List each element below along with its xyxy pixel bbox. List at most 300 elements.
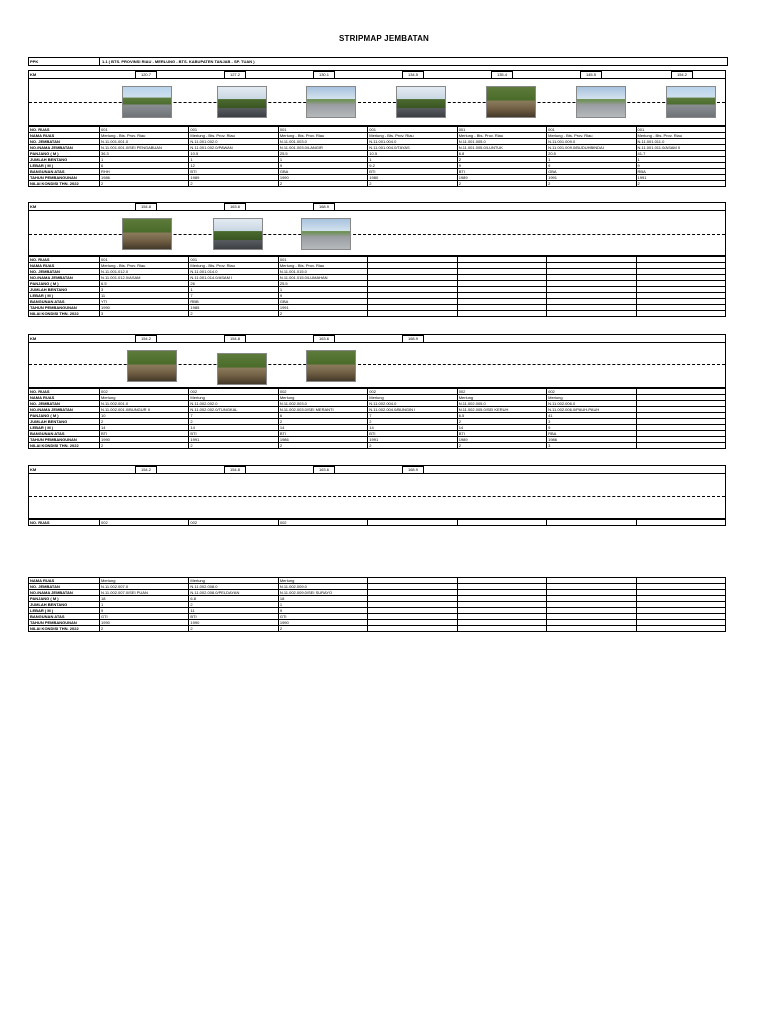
table-cell: 9 [278, 608, 367, 614]
row-label: PANJANG ( M ) [29, 151, 100, 157]
table-cell: Merlung - Bts. Prov. Riau [189, 133, 278, 139]
table-cell [457, 311, 546, 317]
table-cell: N.11.001.012.0 [100, 269, 189, 275]
table-cell: 2 [457, 157, 546, 163]
table-cell: N.11.002.003.0 [278, 401, 367, 407]
table-cell: 1980 [368, 175, 457, 181]
table-cell: 001 [278, 127, 367, 133]
table-cell: BTI [189, 169, 278, 175]
bridge-photo [301, 218, 351, 250]
table-cell: 002 [100, 389, 189, 395]
row-label: PANJANG ( M ) [29, 596, 100, 602]
table-cell: N.11.001.015.0 [278, 269, 367, 275]
table-cell: N.11.002.004.0 [368, 401, 457, 407]
table-cell [457, 626, 546, 632]
table-cell: Merlung [457, 395, 546, 401]
km-marker: 127.2 [224, 71, 246, 79]
table-row [29, 626, 726, 632]
row-label: NO. RUAS [29, 257, 100, 263]
section-2 [28, 202, 726, 317]
table-cell: N.11.002.006.0 [547, 401, 636, 407]
km-label: KM [30, 204, 37, 209]
table-cell: N.11.001.002.0/PAWAN [189, 145, 278, 151]
km-label: KM [30, 467, 37, 472]
table-cell: N.11.001.005.0 [457, 139, 546, 145]
row-label: JUMLAH BENTANG [29, 602, 100, 608]
table-cell: 9 [100, 608, 189, 614]
table-cell: 1990 [278, 175, 367, 181]
table-cell: 002 [189, 520, 278, 526]
table-cell: 2 [457, 181, 546, 187]
km-marker: 130.1 [313, 71, 335, 79]
table-cell: BTI [189, 431, 278, 437]
km-row [29, 71, 725, 79]
table-cell: 002 [547, 389, 636, 395]
bridge-photo [306, 86, 356, 118]
table-cell: Merlung - Bts. Prov. Riau [278, 263, 367, 269]
table-cell: 6.5 [100, 281, 189, 287]
row-label: PANJANG ( M ) [29, 281, 100, 287]
table-cell: 1990 [100, 305, 189, 311]
bridge-table-3 [28, 388, 726, 449]
table-cell: 20.5 [547, 151, 636, 157]
strip-map-4 [28, 465, 726, 519]
bridge-photo [217, 353, 267, 385]
table-cell: N.11.001.014.0/ASAM I [189, 275, 278, 281]
table-cell: 9.2 [368, 163, 457, 169]
table-cell: Merlung [278, 578, 367, 584]
table-cell: 2 [278, 419, 367, 425]
table-cell: 2 [100, 181, 189, 187]
table-cell: BTI [189, 614, 278, 620]
km-marker: 163.6 [313, 335, 335, 343]
road-line [29, 496, 725, 497]
table-cell: 2 [636, 181, 725, 187]
table-cell: 001 [547, 127, 636, 133]
table-cell [457, 520, 546, 526]
table-cell: 2 [189, 602, 278, 608]
table-cell: N.11.002.002.0/TUNGKAL [189, 407, 278, 413]
table-cell: Merlung [278, 395, 367, 401]
table-cell: 1989 [189, 175, 278, 181]
km-marker: 135.4 [491, 71, 513, 79]
table-cell: 1986 [100, 175, 189, 181]
table-cell: Merlung - Bts. Prov. Riau [457, 133, 546, 139]
table-cell: 3 [100, 287, 189, 293]
table-cell [368, 626, 457, 632]
table-cell [547, 520, 636, 526]
table-cell: 2 [189, 443, 278, 449]
bridge-table-2 [28, 256, 726, 317]
table-cell: Merlung - Bts. Prov. Riau [636, 133, 725, 139]
bridge-table-4 [28, 519, 726, 526]
table-cell: Merlung [100, 578, 189, 584]
table-cell: 002 [278, 389, 367, 395]
table-cell: Merlung - Bts. Prov. Riau [100, 133, 189, 139]
table-cell: Merlung [547, 395, 636, 401]
table-cell: 26 [189, 281, 278, 287]
table-cell: N.11.001.004.0 [368, 139, 457, 145]
bridge-photo [122, 218, 172, 250]
table-cell [368, 520, 457, 526]
table-cell: YTI [100, 299, 189, 305]
table-cell: 7 [189, 413, 278, 419]
table-cell [636, 520, 725, 526]
row-label: BANGUNAN ATAS [29, 299, 100, 305]
bridge-table-1 [28, 126, 726, 187]
table-cell: Merlung - Bts. Prov. Riau [100, 263, 189, 269]
table-cell: 1985 [189, 305, 278, 311]
table-cell: 2 [189, 311, 278, 317]
table-cell: 1991 [636, 175, 725, 181]
table-cell: BTI [457, 431, 546, 437]
table-cell: 14 [278, 425, 367, 431]
table-cell: 9 [278, 293, 367, 299]
table-cell: 1990 [189, 620, 278, 626]
row-label: NO. JEMBATAN [29, 269, 100, 275]
table-cell: 1991 [278, 305, 367, 311]
table-cell: 2 [368, 419, 457, 425]
bridge-photo [396, 86, 446, 118]
table-cell: 1989 [457, 175, 546, 181]
table-cell: 41 [547, 413, 636, 419]
row-label: NILAI KONDISI THN. 2022 [29, 181, 100, 187]
table-cell: 2 [100, 443, 189, 449]
table-cell: 14 [457, 425, 546, 431]
table-cell: 14 [189, 425, 278, 431]
row-label: NO. RUAS [29, 520, 100, 526]
row-label: NO. JEMBATAN [29, 401, 100, 407]
table-cell: N.11.002.005.0/SEI KERUH [457, 407, 546, 413]
table-cell: 1 [278, 157, 367, 163]
km-marker: 145.5 [580, 71, 602, 79]
row-label: NO./NAMA JEMBATAN [29, 145, 100, 151]
km-row [29, 466, 725, 474]
table-cell: 36.3 [100, 151, 189, 157]
bridge-photo [576, 86, 626, 118]
table-cell: 1 [189, 157, 278, 163]
row-label: NILAI KONDISI THN. 2022 [29, 443, 100, 449]
bridge-photo [127, 350, 177, 382]
table-cell: 1986 [278, 437, 367, 443]
table-cell: BTI [457, 169, 546, 175]
table-cell: 1990 [100, 620, 189, 626]
table-cell: 002 [457, 389, 546, 395]
km-marker: 154.8 [224, 466, 246, 474]
table-cell: N.11.001.011.0 [636, 139, 725, 145]
table-cell: N.11.002.001.0 [100, 401, 189, 407]
table-cell: N.11.001.001.0 [100, 139, 189, 145]
bridge-photo [213, 218, 263, 250]
table-cell: 1 [547, 157, 636, 163]
table-cell [636, 443, 725, 449]
table-cell: 9 [547, 425, 636, 431]
table-cell: N.11.002.005.0 [457, 401, 546, 407]
table-cell: 6 [278, 413, 367, 419]
table-cell [636, 626, 725, 632]
table-cell: N.11.001.003.0 [278, 139, 367, 145]
table-cell: N.11.002.008.0/PELDAYAN [189, 590, 278, 596]
table-cell: 1 [278, 602, 367, 608]
km-marker: 154.8 [135, 203, 157, 211]
ppk-row [28, 57, 728, 66]
table-cell: 7 [189, 293, 278, 299]
row-label: LEBAR ( M ) [29, 293, 100, 299]
km-row [29, 203, 725, 211]
table-cell: 002 [100, 520, 189, 526]
row-label: LEBAR ( M ) [29, 425, 100, 431]
table-cell: 14 [368, 425, 457, 431]
table-cell: GBA [278, 299, 367, 305]
table-cell: 2 [189, 181, 278, 187]
table-cell: GBA [278, 169, 367, 175]
table-cell [547, 626, 636, 632]
table-cell [547, 311, 636, 317]
bridge-photo [306, 350, 356, 382]
table-cell: N.11.001.009.0 [547, 139, 636, 145]
section-4 [28, 465, 726, 526]
table-cell: 1989 [457, 437, 546, 443]
table-cell: 2 [278, 626, 367, 632]
km-marker: 168.9 [402, 466, 424, 474]
table-cell: 14 [100, 425, 189, 431]
table-cell: 1986 [547, 437, 636, 443]
km-marker: 163.6 [313, 466, 335, 474]
km-marker: 168.9 [402, 335, 424, 343]
km-marker: 134.5 [402, 71, 424, 79]
table-cell: 2 [189, 626, 278, 632]
table-cell: N.11.001.004.0/TAYAS [368, 145, 457, 151]
km-label: KM [30, 336, 37, 341]
table-cell: 2 [100, 419, 189, 425]
page-title: STRIPMAP JEMBATAN [338, 34, 430, 43]
km-marker: 154.8 [224, 335, 246, 343]
table-cell: N.11.001.003.0/LANGIR [278, 145, 367, 151]
table-cell: 3 [100, 311, 189, 317]
table-cell: 1 [278, 287, 367, 293]
section-1 [28, 70, 726, 187]
table-cell: 6 [100, 163, 189, 169]
row-label: LEBAR ( M ) [29, 608, 100, 614]
table-cell [368, 311, 457, 317]
table-cell: 2 [278, 311, 367, 317]
strip-map-1 [28, 70, 726, 126]
table-cell: 6.8 [457, 151, 546, 157]
table-cell: 2 [278, 443, 367, 449]
table-cell: Merlung [189, 395, 278, 401]
table-cell: 1 [100, 157, 189, 163]
table-cell: 001 [278, 257, 367, 263]
table-cell: 3 [547, 443, 636, 449]
table-cell: 1990 [100, 437, 189, 443]
row-label: LEBAR ( M ) [29, 163, 100, 169]
row-label: NO./NAMA JEMBATAN [29, 407, 100, 413]
bridge-table-5 [28, 577, 726, 632]
row-label: NO. RUAS [29, 127, 100, 133]
table-cell: N.11.002.001.0/BUNGUR II [100, 407, 189, 413]
table-cell: 001 [189, 127, 278, 133]
row-label: TAHUN PEMBANGUNAN [29, 437, 100, 443]
km-label: KM [30, 72, 37, 77]
table-cell [636, 311, 725, 317]
row-label: BANGUNAN ATAS [29, 169, 100, 175]
table-cell: 2 [547, 181, 636, 187]
table-cell: 9 [636, 163, 725, 169]
table-row [29, 443, 726, 449]
table-cell: 002 [278, 520, 367, 526]
row-label: TAHUN PEMBANGUNAN [29, 175, 100, 181]
table-cell: 002 [189, 389, 278, 395]
table-cell: N.11.001.015.0/LUMAHAN [278, 275, 367, 281]
table-cell: 1991 [189, 437, 278, 443]
section-3 [28, 334, 726, 449]
bridge-photo [486, 86, 536, 118]
row-label: NILAI KONDISI THN. 2022 [29, 311, 100, 317]
table-cell: 9 [278, 163, 367, 169]
row-label: NO. RUAS [29, 389, 100, 395]
table-cell: N.11.001.005.0/LUNTUK [457, 145, 546, 151]
km-marker: 154.2 [135, 335, 157, 343]
table-cell: Merlung - Bts. Prov. Riau [368, 133, 457, 139]
table-cell: 7 [368, 413, 457, 419]
row-label: NAMA RUAS [29, 133, 100, 139]
table-cell: 1 [636, 157, 725, 163]
table-cell: N.11.001.012.0/ASAM [100, 275, 189, 281]
table-cell: N.11.001.014.0 [189, 269, 278, 275]
table-cell: 25.5 [278, 281, 367, 287]
table-cell: 18 [278, 596, 367, 602]
table-cell: Merlung - Bts. Prov. Riau [189, 263, 278, 269]
table-cell: 001 [100, 127, 189, 133]
table-row [29, 520, 726, 526]
table-cell: 2 [457, 443, 546, 449]
row-label: TAHUN PEMBANGUNAN [29, 305, 100, 311]
table-cell: 11 [100, 293, 189, 299]
table-cell: 2 [368, 443, 457, 449]
table-cell: N.11.002.009.0 [278, 584, 367, 590]
table-cell: 10.5 [368, 151, 457, 157]
table-row [29, 311, 726, 317]
table-cell: 2 [100, 626, 189, 632]
table-cell: GTI [278, 614, 367, 620]
table-cell: GTI [100, 614, 189, 620]
table-cell: N.11.002.007.0/SEI PUAN [100, 590, 189, 596]
row-label: NAMA RUAS [29, 395, 100, 401]
table-cell: RBB [189, 299, 278, 305]
table-cell: 1990 [278, 620, 367, 626]
section-5 [28, 577, 726, 632]
table-cell: 3 [547, 419, 636, 425]
table-cell: 2 [368, 181, 457, 187]
table-cell: BTI [368, 169, 457, 175]
table-cell: Merlung [368, 395, 457, 401]
row-label: JUMLAH BENTANG [29, 419, 100, 425]
km-marker: 154.2 [671, 71, 693, 79]
table-cell: 12 [189, 163, 278, 169]
km-marker: 154.2 [135, 466, 157, 474]
row-label: NILAI KONDISI THN. 2022 [29, 626, 100, 632]
table-cell: 10 [100, 413, 189, 419]
km-marker: 120.7 [135, 71, 157, 79]
row-label: JUMLAH BENTANG [29, 157, 100, 163]
table-cell: N.11.002.004.0/BUNGIN I [368, 407, 457, 413]
km-row [29, 335, 725, 343]
table-cell: 002 [368, 389, 457, 395]
row-label: PANJANG ( M ) [29, 413, 100, 419]
table-cell: N.11.002.008.0 [189, 584, 278, 590]
table-cell: BTI [278, 431, 367, 437]
row-label: BANGUNAN ATAS [29, 614, 100, 620]
ppk-value: 1.1 ( BTS. PROVINSI RIAU - MERLUNG - BTS. KABUPATEN TANJAB - SP. TUAN ) [99, 58, 255, 65]
table-cell: 2 [457, 419, 546, 425]
table-cell: RBA [547, 431, 636, 437]
table-cell: N.11.002.007.0 [100, 584, 189, 590]
row-label: NO./NAMA JEMBATAN [29, 590, 100, 596]
table-cell: N.11.001.009.0/BUDUHBINDAI [547, 145, 636, 151]
table-cell: Merlung [189, 578, 278, 584]
table-cell: 10.5 [189, 151, 278, 157]
table-cell: BTI [368, 431, 457, 437]
row-label: NO. JEMBATAN [29, 584, 100, 590]
table-cell: GBA [547, 169, 636, 175]
table-cell: 2 [189, 419, 278, 425]
bridge-photo [666, 86, 716, 118]
table-cell: Merlung - Bts. Prov. Riau [278, 133, 367, 139]
table-cell: RHH [100, 169, 189, 175]
table-cell: N.11.002.006.0/PAUH-PAUH [547, 407, 636, 413]
table-cell: 1 [100, 602, 189, 608]
table-cell: 9 [547, 163, 636, 169]
km-marker: 163.6 [224, 203, 246, 211]
table-cell: 001 [457, 127, 546, 133]
table-cell: N.11.002.009.0/SEI SURAYO [278, 590, 367, 596]
table-cell: 41.7 [636, 151, 725, 157]
table-cell: 001 [100, 257, 189, 263]
row-label: NO. JEMBATAN [29, 139, 100, 145]
table-cell: Merlung - Bts. Prov. Riau [547, 133, 636, 139]
table-cell: N.11.002.002.0 [189, 401, 278, 407]
bridge-photo [217, 86, 267, 118]
table-cell: 1 [189, 287, 278, 293]
table-cell: 1991 [368, 437, 457, 443]
table-cell: N.11.002.003.0/SEI MERANTI [278, 407, 367, 413]
km-marker: 168.9 [313, 203, 335, 211]
bridge-photo [122, 86, 172, 118]
strip-map-3 [28, 334, 726, 388]
row-label: TAHUN PEMBANGUNAN [29, 620, 100, 626]
table-cell: N.11.001.001.0/SEI PENGABUAN [100, 145, 189, 151]
table-cell: 9 [457, 163, 546, 169]
table-cell: 001 [189, 257, 278, 263]
table-cell: 25.5 [278, 151, 367, 157]
table-cell: 001 [368, 127, 457, 133]
table-cell: RBA [636, 169, 725, 175]
row-label: NO./NAMA JEMBATAN [29, 275, 100, 281]
table-cell: N.11.001.011.0/ASAM II [636, 145, 725, 151]
row-label: NAMA RUAS [29, 578, 100, 584]
table-cell: N.11.001.002.0 [189, 139, 278, 145]
table-cell: 1 [368, 157, 457, 163]
table-row [29, 181, 726, 187]
table-cell: 2 [278, 181, 367, 187]
table-cell: 001 [636, 127, 725, 133]
table-cell: BTI [100, 431, 189, 437]
table-cell: Merlung [100, 395, 189, 401]
table-cell: 18 [100, 596, 189, 602]
row-label: JUMLAH BENTANG [29, 287, 100, 293]
table-cell: 6.8 [189, 596, 278, 602]
table-cell: 11 [189, 608, 278, 614]
